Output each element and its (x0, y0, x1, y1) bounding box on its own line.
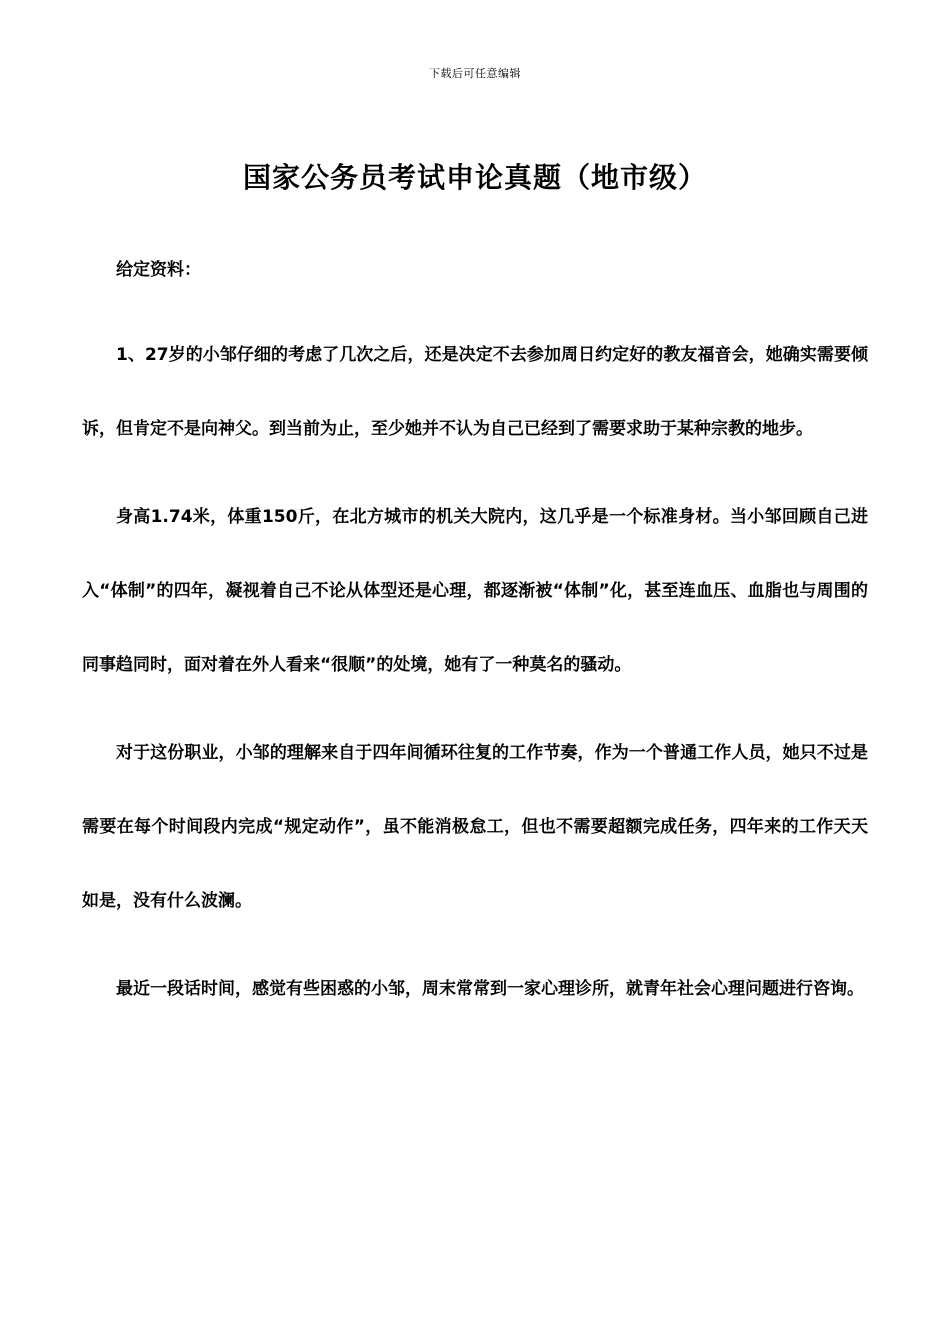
document-body (82, 250, 868, 1040)
section-label: 给定资料： (116, 260, 201, 280)
paragraph-4: 最近一段话时间，感觉有些困惑的小邹，周末常常到一家心理诊所，就青年社会心理问题进行咨询。 (116, 979, 864, 999)
header-note: 下载后可任意编辑 (429, 67, 521, 80)
paragraph-1: 1、27岁的小邹仔细的考虑了几次之后，还是决定不去参加周日约定好的教友福音会，她确实需要倾诉，但肯定不是向神父。到当前为止，至少她并不认为自己已经到了需要求助于某种宗教的地步。 (82, 345, 868, 439)
paragraph-3: 对于这份职业，小邹的理解来自于四年间循环往复的工作节奏，作为一个普通工作人员，她只不过是需要在每个时间段内完成“规定动作”，虽不能消极怠工，但也不需要超额完成任务，四年来的工作天天如是，没有什么波澜。 (82, 743, 868, 911)
paragraph-2: 身高1.74米，体重150斤，在北方城市的机关大院内，这几乎是一个标准身材。当小邹回顾自己进入“体制”的四年，凝视着自己不论从体型还是心理，都逐渐被“体制”化，甚至连血压、血脂也与周围的同事趋同时，面对着在外人看来“很顺”的处境，她有了一种莫名的骚动。 (82, 507, 868, 675)
document-title: 国家公务员考试申论真题（地市级） (242, 161, 707, 194)
